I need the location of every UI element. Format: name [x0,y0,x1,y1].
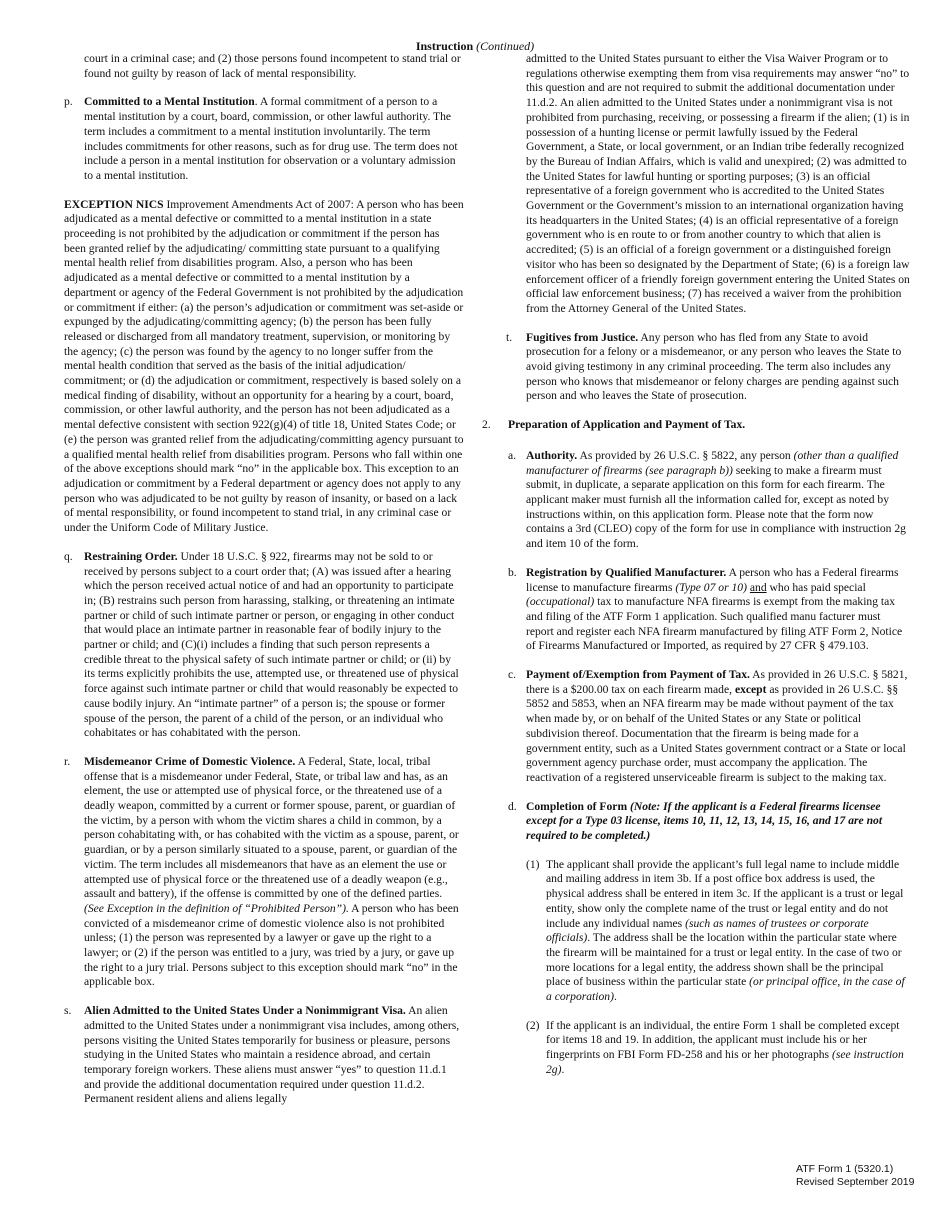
item-note: (Note: If the applicant is a Federal firearms licensee except for a Type 03 license, items 10, 11, 12, 13, 14, 15, 16, and 17 are not required to be completed.) [526,799,883,843]
item-text: An alien admitted to the United States under a nonimmigrant visa includes, among others, persons visiting the United States temporarily for business or pleasure, persons studying in the United States who maintain a residence abroad, and certain temporary foreign workers. These aliens must answer “yes” to question 11.d.1 and provide the additional documentation required under question 11.d.2. Permanent resident aliens and aliens legally [84,1004,460,1106]
item-marker: (1) [526,857,540,871]
item-s [64,1004,464,1107]
item-c [482,668,910,786]
item-text: A person who has a Federal firearms license to manufacture firearms [526,565,899,594]
item-text-2: A person who has been convicted of a misdemeanor crime of domestic violence also is not prohibited unless; (1) the person was represented by a lawyer or gave up the right to a lawyer; or (2) if the person was entitled to a jury, was tried by a jury, or gave up the right to a jury trial. Persons subject to this exception should mark “no” in the applicable box. [84,901,459,989]
item-marker: d. [508,799,517,813]
left-column [64,52,464,1121]
page-footer [796,1163,915,1189]
item-italic-2: (or principal office, in the case of a corporation) [546,975,905,1004]
item-term: Misdemeanor Crime of Domestic Violence. [84,754,296,768]
item-italic-2: (occupational) [526,595,595,609]
item-text: As provided by 26 U.S.C. § 5822, any person [577,448,794,462]
continued-s-paragraph: admitted to the United States pursuant to either the Visa Waiver Program or to regulations otherwise exempting them from visa requirements may answer “no” to this question and are not required to submit the additional documentation under 11.d.2. An alien admitted to the United States under a nonimmigrant visa is not prohibited from purchasing, receiving, or possessing a firearm if the alien; (1) is in possession of a hunting license or permit lawfully issued by the Federal Government, a State, or local government, or an Indian tribe federally recognized by the Bureau of Indian Affairs, which is valid and unexpired; (2) was admitted to the United States for lawful hunting or sporting purposes; (3) is an official representative of a foreign government who is accredited to the United States Government or the Government’s mission to an international organization having its headquarters in the United States; (4) is an official representative of a foreign government who is en route to or from another country to which that alien is accredited; (5) is an official of a foreign government or a distinguished foreign visitor who has been so designated by the Department of State; (6) is a foreign law enforcement officer of a friendly foreign government entering the United States on official law enforcement business; (7) has received a waiver from the prohibition from the Attorney General of the United States. [526,52,910,315]
section-marker: 2. [482,418,491,432]
item-marker: s. [64,1004,72,1018]
section-2-heading [482,418,910,433]
item-italic: (such as names of trustees or corporate officials) [546,916,869,945]
right-column [482,52,910,1092]
page-header [0,39,950,53]
item-italic: (See Exception in the definition of “Prohibited Person”). [84,901,349,915]
continued-paragraph: court in a criminal case; and (2) those persons found incompetent to stand trial or found not guilty by reason of lack of mental responsibility. [84,52,461,80]
item-marker: a. [508,448,517,462]
item-text-4: tax to manufacture NFA firearms is exempt from the making tax and filing of the ATF Form 1 application. Such qualified manu facturer must report and register each NFA firearm manufactured by filing ATF Form 2, Notice of Firearms Manufactured or Imported, as required by 27 CFR § 479.103. [526,595,903,653]
item-marker: b. [508,565,517,579]
item-term: Authority. [526,448,578,462]
item-term: Completion of Form [526,799,628,813]
item-text: The applicant shall provide the applicant’s full legal name to include middle and mailing address in item 3b. If a post office box address is used, the physical address shall be entered in item 3c. If the applicant is a trust or legal entity, show only the complete name of the trust or legal entity and do not include any individual names [546,857,904,930]
item-text-2: . The address shall be the location within the particular state where the firearm will be maintained for a trust or legal entity. In the case of two or more locations for a legal entity, the address shown shall be the principal place of business within the particular state [546,931,902,989]
item-text-2: seeking to make a firearm must submit, in duplicate, a separate application on this form for each firearm. The applicant maker must furnish all the information called for, except as noted by instructions within, on this application form. Please note that the form now contains a 3rd (CLEO) copy of the form for use in compliance with instruction 2g and item 10 of the form. [526,463,906,551]
item-term: Committed to a Mental Institution [84,95,255,109]
item-b [482,566,910,654]
item-text: A Federal, State, local, tribal offense that is a misdemeanor under Federal, State, or tribal law and has, as an element, the use or attempted use of physical force, or the threatened use of a deadly weapon, committed by a current or former spouse, parent, or guardian of the victim, by a person with whom the victim shares a child in common, by a person cohabitating with, or has cohabited with the victim as a spouse, parent, or guardian, or by a person similarly situated to a spouse, parent, or guardian of the victim. The term includes all misdemeanors that have as an element the use or attempted use of physical force or the threatened use of a deadly weapon (e.g., assault and battery), if the offense is committed by one of the defined parties. [84,754,459,901]
item-text: If the applicant is an individual, the entire Form 1 shall be completed except for items 18 and 19. In addition, the applicant must include his or her fingerprints on FBI Form FD-258 and his or her photographs [546,1018,900,1062]
item-text-2: . [561,1062,565,1076]
item-marker: q. [64,549,73,563]
item-text-3: who has paid special [766,580,866,594]
item-text: Any person who has fled from any State to avoid prosecution for a felony or a misdemeanor, or any person who leaves the State to avoid giving testimony in any criminal proceeding. The term also includes any person who knows that misdemeanor or felony charges are pending against such person and who leaves the State of prosecution. [526,330,902,403]
footer-form-number: ATF Form 1 (5320.1) [796,1163,894,1175]
item-marker: c. [508,668,517,682]
exception-term: EXCEPTION NICS [64,197,164,211]
item-bold: except [734,682,767,696]
item-d [482,800,910,844]
item-p [64,95,464,183]
item-text-3: . [613,990,617,1004]
item-term: Fugitives from Justice. [526,330,639,344]
item-d2 [526,1019,910,1078]
item-marker: (2) [526,1018,540,1032]
exception-text: Improvement Amendments Act of 2007: A person who has been adjudicated as a mental defective or committed to a mental institution in a state proceeding is not prohibited by the adjudication or commitment if the person has been granted relief by the adjudicating/ committing state pursuant to a qualifying mental health relief from disabilities program. Also, a person who has been adjudicated as a mental defective or committed to a mental institution by a department or agency of the Federal Government is not prohibited by the adjudication or commitment if either: (a) the person’s adjudication or commitment was set-aside or expunged by the adjudicating/committing agency; (b) the person has been fully released or discharged from all mandatory treatment, supervision, or monitoring by the agency; (c) the person was found by the agency to no longer suffer from the mental health condition that served as the basis of the initial adjudication/ commitment; or (d) the adjudication or commitment, respectively is based solely on a medical finding of disability, without an opportunity for a hearing by a court, board, commission, or other lawful authority, and the person has not been adjudicated as a mental defective consistent with section 922(g)(4) of title 18, United States Code; or (e) the person was granted relief from the adjudicating/committing agency pursuant to a qualified mental health relief from disabilities program. Persons who fall within one of the above exceptions should mark “no” in the applicable box. This exception to an adjudication or commitment by a Federal department or agency does not apply to any person who was adjudicated to be not guilty by reason of insanity, or based on a lack of mental responsibility, or found incompetent to stand trial, in any criminal case or under the Uniform Code of Military Justice. [64,197,464,535]
section-title: Preparation of Application and Payment of Tax. [508,418,746,432]
item-term: Alien Admitted to the United States Under a Nonimmigrant Visa. [84,1004,406,1018]
item-text-2: as provided in 26 U.S.C. §§ 5852 and 5853, when an NFA firearm may be made without payment of the tax when made by, or on behalf of the United States or any State or political subdivision thereof. Documentation that the firearm is being made for a government entity, such as a United States government contract or a State or local government agency purchase order, must accompany the application. The reactivation of a registered unserviceable firearm is subject to the making tax. [526,682,906,784]
item-r [64,755,464,990]
item-text: . A formal commitment of a person to a mental institution by a court, board, commission, or other lawful authority. The term includes a commitment to a mental institution involuntarily. The term includes commitments for other reasons, such as for drug use. The term does not include a person in a mental institution for observation or a voluntary admission to a mental institution. [84,95,458,182]
item-italic: (Type 07 or 10) [675,580,747,594]
item-term: Registration by Qualified Manufacturer. [526,565,727,579]
header-title: Instruction [415,39,474,53]
footer-revision: Revised September 2019 [796,1176,915,1188]
header-continued: (Continued) [476,39,535,53]
item-marker: r. [64,754,71,768]
item-marker: t. [506,330,513,344]
item-t [482,331,910,405]
item-underline: and [749,580,767,594]
item-text: Under 18 U.S.C. § 922, firearms may not be sold to or received by persons subject to a court order that; (A) was issued after a hearing which the person received actual notice of and had an opportunity to participate in; (B) restrains such person from harassing, stalking, or threatening an intimate partner or child of such intimate partner or person, or engaging in other conduct that would place an intimate partner in reasonable fear of bodily injury to the partner or child; and (C)(i) includes a finding that such person represents a credible threat to the physical safety of such intimate partner or child; or (ii) by its terms explicitly prohibits the use, attempted use, or threatened use of physical force against such intimate partner or child that would reasonably be expected to cause bodily injury. An “intimate partner” of a person is; the spouse or former spouse of the person, the parent of a child of the person, or an individual who cohabitates or has cohabitated with the person. [84,549,459,740]
item-marker: p. [64,95,73,109]
item-italic: (see instruction 2g) [546,1048,904,1076]
item-italic: (other than a qualified manufacturer of firearms (see paragraph b)) [526,448,899,477]
item-term: Payment of/Exemption from Payment of Tax. [526,668,750,682]
item-text: As provided in 26 U.S.C. § 5821, there is a $200.00 tax on each firearm made, [526,668,908,696]
item-q [64,550,464,741]
exception-nics [64,198,464,536]
item-d1 [526,858,910,1005]
item-term: Restraining Order. [84,549,178,563]
item-a [482,449,910,552]
